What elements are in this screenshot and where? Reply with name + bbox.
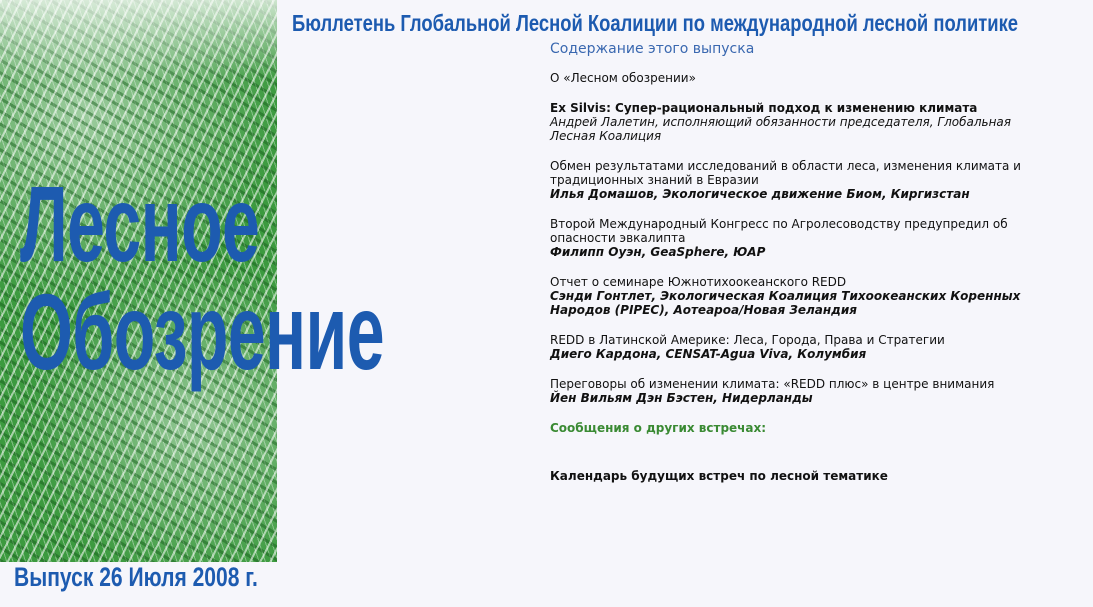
magazine-title xyxy=(20,163,384,392)
toc-entry-about[interactable] xyxy=(550,71,1050,85)
toc-entry-ex-silvis[interactable] xyxy=(550,101,1050,143)
other-meetings-heading[interactable]: Сообщения о других встречах: xyxy=(550,421,767,435)
toc-entry-redd-latam[interactable] xyxy=(550,333,1050,361)
bulletin-title: Бюллетень Глобальной Лесной Коалиции по международной лесной политике xyxy=(292,10,1019,36)
table-of-contents xyxy=(550,40,1050,483)
toc-entry-author: Андрей Лалетин, исполняющий обязанности председателя, Глобальная Лесная Коалиция xyxy=(550,115,1011,143)
toc-heading: Содержание этого выпуска xyxy=(550,41,755,57)
magazine-title-line1: Лесное xyxy=(20,163,260,284)
toc-entry-eurasia[interactable] xyxy=(550,159,1050,201)
calendar-link[interactable]: Календарь будущих встреч по лесной тематике xyxy=(550,469,888,483)
toc-entry-author: Илья Домашов, Экологическое движение Биом, Киргизстан xyxy=(550,187,970,201)
toc-entry-title: Второй Международный Конгресс по Агролесоводству предупредил об опасности эвкалипта xyxy=(550,217,1008,245)
toc-entry-author: Диего Кардона, CENSAT-Agua Viva, Колумбия xyxy=(550,347,867,361)
toc-entry-author: Сэнди Гонтлет, Экологическая Коалиция Тихоокеанских Коренных Народов (PIPEC), Аотеароа/Новая Зеландия xyxy=(550,289,1021,317)
toc-entry-title: REDD в Латинской Америке: Леса, Города, Права и Стратегии xyxy=(550,333,945,347)
toc-entry-climate-talks[interactable] xyxy=(550,377,1050,405)
toc-entry-title: О «Лесном обозрении» xyxy=(550,71,696,85)
toc-entry-title: Переговоры об изменении климата: «REDD плюс» в центре внимания xyxy=(550,377,995,391)
toc-entry-author: Йен Вильям Дэн Бэстен, Нидерланды xyxy=(550,391,813,405)
toc-entry-author: Филипп Оуэн, GeaSphere, ЮАР xyxy=(550,245,766,259)
toc-entry-title: Отчет о семинаре Южнотихоокеанского REDD xyxy=(550,275,847,289)
toc-entry-title: Ex Silvis: Супер-рациональный подход к изменению климата xyxy=(550,101,978,115)
issue-date: Выпуск 26 Июля 2008 г. xyxy=(14,562,258,592)
magazine-title-line2: Обозрение xyxy=(20,271,384,392)
cover-photo-fade xyxy=(0,0,277,80)
toc-entry-agroforestry[interactable] xyxy=(550,217,1050,259)
toc-entry-redd-pacific[interactable] xyxy=(550,275,1050,317)
toc-entry-title: Обмен результатами исследований в области леса, изменения климата и традиционных знаний в Евразии xyxy=(550,159,1021,187)
